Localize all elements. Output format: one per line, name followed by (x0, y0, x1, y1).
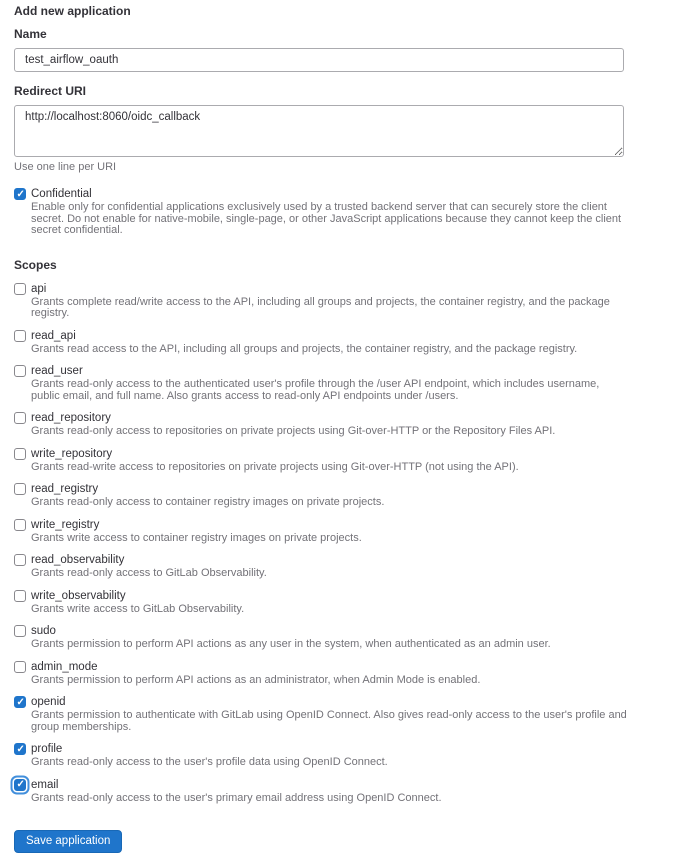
scopes-label: Scopes (14, 257, 57, 272)
scope-item (14, 447, 678, 474)
scope-description: Grants read-only access to the authenticated user's profile through the /user API endpoint, which includes username, public email, and full name. Also grants access to read-only API endpoints under /users. (31, 378, 600, 402)
scope-description: Grants read-only access to GitLab Observability. (31, 567, 267, 579)
scope-checkbox[interactable] (14, 625, 26, 637)
scope-label[interactable]: read_repository (31, 412, 111, 424)
scope-label[interactable]: write_observability (31, 589, 126, 602)
scope-description: Grants read access to the API, including all groups and projects, the container registry, and the package registry. (31, 342, 578, 355)
name-label: Name (14, 27, 47, 41)
redirect-uri-textarea[interactable] (14, 105, 624, 157)
scope-description: Grants permission to perform API actions as an administrator, when Admin Mode is enabled. (31, 673, 481, 686)
scope-label[interactable]: openid (31, 696, 66, 708)
scope-checkbox[interactable] (14, 283, 26, 295)
confidential-label[interactable]: Confidential (31, 188, 92, 200)
scope-description: Grants write access to container registry images on private projects. (31, 531, 362, 544)
scope-item (14, 518, 678, 545)
scope-description: Grants permission to perform API actions as any user in the system, when authenticated as an admin user. (31, 638, 551, 650)
redirect-uri-label: Redirect URI (14, 84, 87, 98)
scope-label[interactable]: read_observability (31, 554, 125, 566)
confidential-option (14, 187, 678, 237)
scope-description: Grants write access to GitLab Observability. (31, 602, 245, 615)
scope-label[interactable]: write_repository (31, 447, 113, 460)
scope-label[interactable]: read_user (31, 365, 83, 377)
page-title: Add new application (14, 4, 131, 18)
scope-checkbox[interactable] (14, 661, 26, 673)
scope-item (14, 624, 678, 651)
scope-checkbox[interactable] (14, 330, 26, 342)
scope-checkbox[interactable] (14, 483, 26, 495)
scope-label[interactable]: admin_mode (31, 660, 98, 673)
scope-item (14, 778, 678, 805)
scope-label[interactable]: profile (31, 743, 63, 755)
scope-description: Grants permission to authenticate with GitLab using OpenID Connect. Also gives read-only access to the user's profile and group memberships. (31, 709, 627, 733)
scope-checkbox[interactable] (14, 590, 26, 602)
scope-label[interactable]: email (31, 778, 59, 791)
scope-label[interactable]: read_api (31, 329, 76, 342)
scope-item (14, 482, 678, 509)
scopes-list (14, 282, 678, 805)
scope-label[interactable]: write_registry (31, 518, 100, 531)
scope-checkbox[interactable] (14, 779, 26, 791)
name-input[interactable] (14, 48, 624, 72)
scope-label[interactable]: sudo (31, 625, 56, 637)
scope-description: Grants read-only access to repositories on private projects using Git-over-HTTP or the Repository Files API. (31, 425, 556, 437)
scope-item (14, 411, 678, 438)
scope-item (14, 282, 678, 320)
scope-checkbox[interactable] (14, 365, 26, 377)
scope-checkbox[interactable] (14, 519, 26, 531)
scope-checkbox[interactable] (14, 743, 26, 755)
scope-label[interactable]: read_registry (31, 483, 99, 495)
scope-checkbox[interactable] (14, 412, 26, 424)
scope-item (14, 553, 678, 580)
scope-item (14, 364, 678, 402)
scope-label[interactable]: api (31, 282, 47, 295)
scope-item (14, 742, 678, 769)
save-application-button[interactable]: Save application (14, 830, 122, 853)
scope-checkbox[interactable] (14, 696, 26, 708)
scope-description: Grants read-only access to container registry images on private projects. (31, 496, 385, 508)
redirect-uri-helper: Use one line per URI (14, 161, 117, 173)
scope-description: Grants read-only access to the user's profile data using OpenID Connect. (31, 756, 388, 768)
scope-description: Grants read-only access to the user's primary email address using OpenID Connect. (31, 791, 442, 804)
scope-item (14, 660, 678, 687)
scope-checkbox[interactable] (14, 554, 26, 566)
scope-item (14, 589, 678, 616)
scope-checkbox[interactable] (14, 448, 26, 460)
scope-description: Grants complete read/write access to the API, including all groups and projects, the container registry, and the package registry. (31, 295, 610, 319)
confidential-checkbox[interactable] (14, 188, 26, 200)
scope-item (14, 329, 678, 356)
scope-item (14, 695, 678, 733)
confidential-description: Enable only for confidential applications exclusively used by a trusted backend server that can securely store the client secret. Do not enable for native-mobile, single-page, or other JavaScript applications because they cannot keep the client secret confidential. (31, 201, 622, 236)
scope-description: Grants read-write access to repositories on private projects using Git-over-HTTP (not using the API). (31, 460, 519, 473)
